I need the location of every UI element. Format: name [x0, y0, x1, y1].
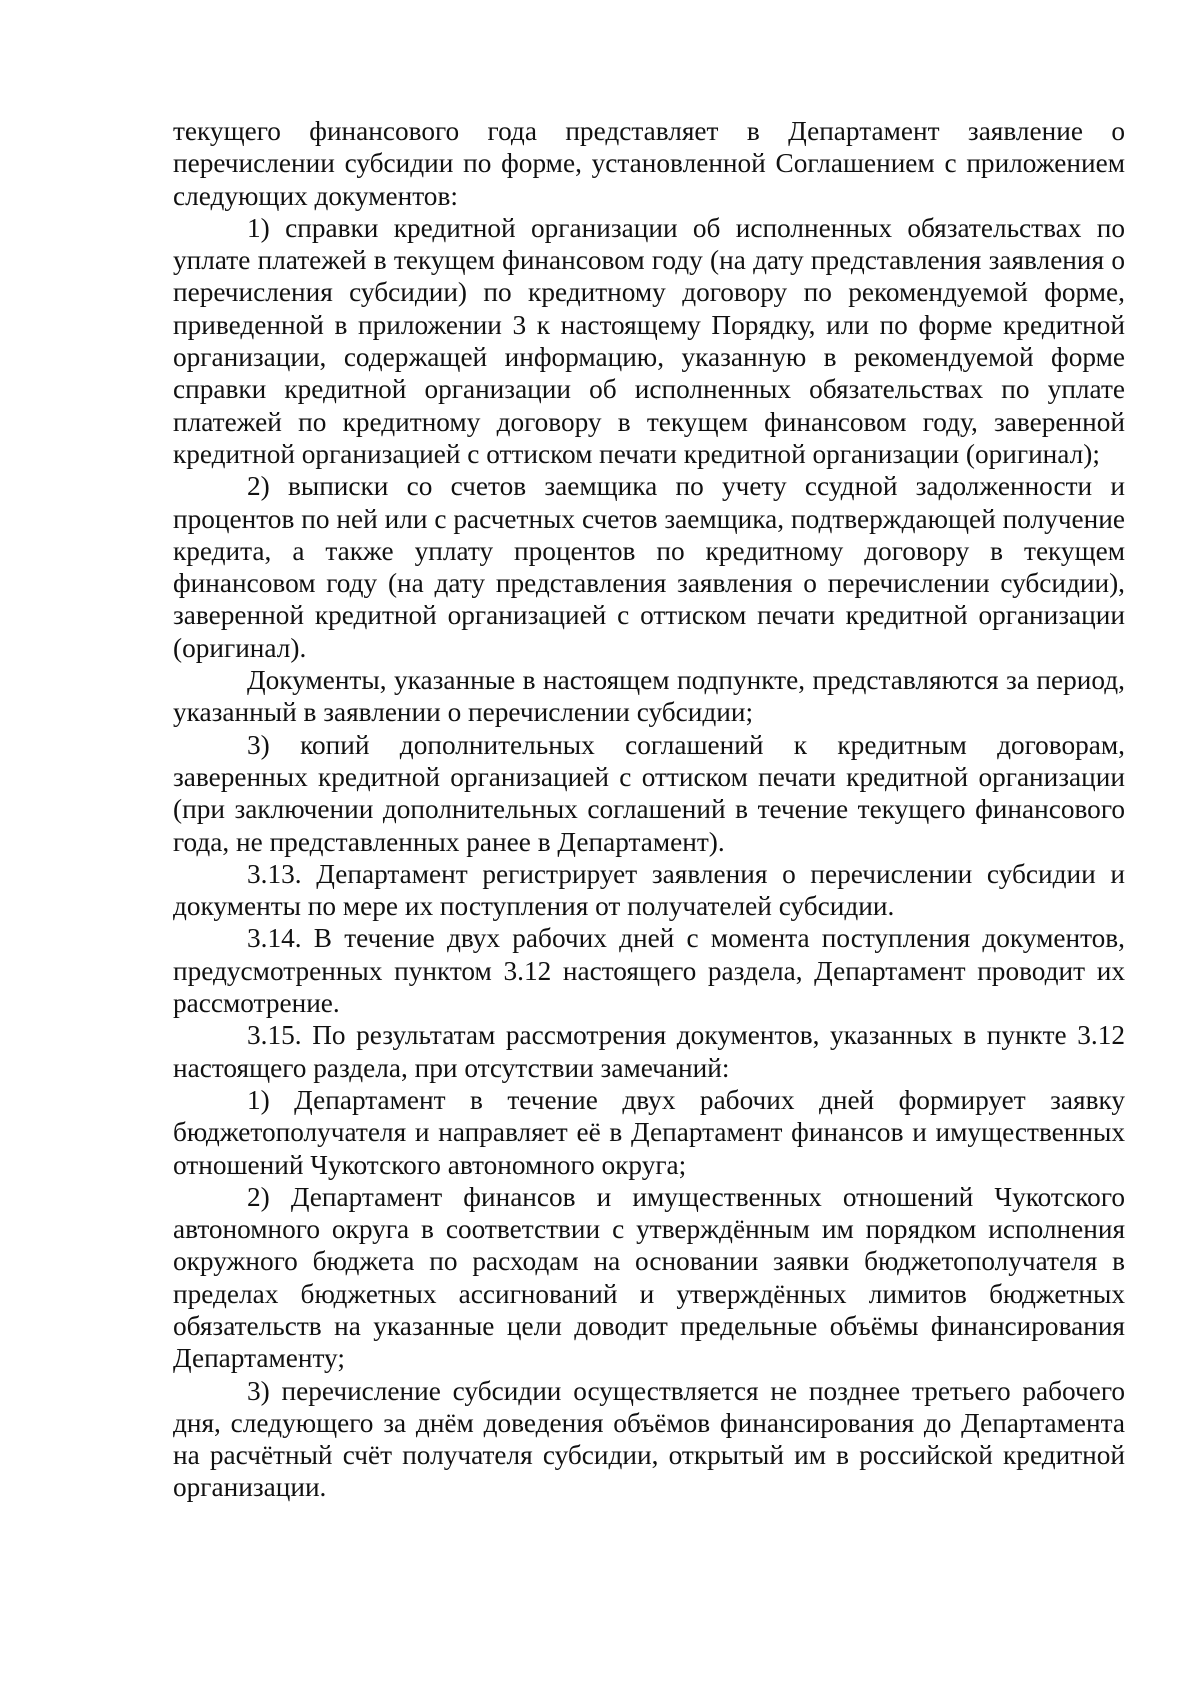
paragraph-3-15-item-3: 3) перечисление субсидии осуществляется не позднее третьего рабочего дня, следующего за днём доведения объёмов финансирования до Департамента на расчётный счёт получателя субсидии, открытый им в российской кредитной организации. [173, 1375, 1125, 1503]
paragraph-item-1-credit-certificate: 1) справки кредитной организации об исполненных обязательствах по уплате платежей в текущем финансовом году (на дату представления заявления о перечисления субсидии) по кредитному договору по рекомендуемой форме, приведенной в приложении 3 к настоящему Порядку, или по форме кредитной организации, содержащей информацию, указанную в рекомендуемой форме справки кредитной организации об исполненных обязательствах по уплате платежей по кредитному договору в текущем финансовом году, заверенной кредитной организацией с оттиском печати кредитной организации (оригинал); [173, 212, 1125, 469]
paragraph-3-15: 3.15. По результатам рассмотрения документов, указанных в пункте 3.12 настоящего раздела, при отсутствии замечаний: [173, 1020, 1125, 1083]
paragraph-3-13: 3.13. Департамент регистрирует заявления о перечислении субсидии и документы по мере их поступления от получателей субсидии. [173, 858, 1125, 922]
document-page [173, 115, 1125, 1504]
paragraph-item-2-account-statements: 2) выписки со счетов заемщика по учету ссудной задолженности и процентов по ней или с расчетных счетов заемщика, подтверждающей получение кредита, а также уплату процентов по кредитному договору в текущем финансовом году (на дату представления заявления о перечислении субсидии), заверенной кредитной организацией с оттиском печати кредитной организации (оригинал). [173, 471, 1125, 663]
paragraph-3-15-item-2: 2) Департамент финансов и имущественных отношений Чукотского автономного округа в соответствии с утверждённым им порядком исполнения окружного бюджета по расходам на основании заявки бюджетополучателя в пределах бюджетных ассигнований и утверждённых лимитов бюджетных обязательств на указанные цели доводит предельные объёмы финансирования Департаменту; [173, 1181, 1125, 1374]
paragraph-3-15-item-1: 1) Департамент в течение двух рабочих дней формирует заявку бюджетополучателя и направляет её в Департамент финансов и имущественных отношений Чукотского автономного округа; [173, 1084, 1125, 1180]
paragraph-3-14: 3.14. В течение двух рабочих дней с момента поступления документов, предусмотренных пунктом 3.12 настоящего раздела, Департамент проводит их рассмотрение. [173, 923, 1125, 1019]
paragraph-item-3-agreement-copies: 3) копий дополнительных соглашений к кредитным договорам, заверенных кредитной организацией с оттиском печати кредитной организации (при заключении дополнительных соглашений в течение текущего финансового года, не представленных ранее в Департамент). [173, 729, 1125, 857]
paragraph-documents-period: Документы, указанные в настоящем подпункте, представляются за период, указанный в заявлении о перечислении субсидии; [173, 665, 1125, 728]
paragraph-continuation: текущего финансового года представляет в Департамент заявление о перечислении субсидии по форме, установленной Соглашением с приложением следующих документов: [173, 116, 1125, 211]
